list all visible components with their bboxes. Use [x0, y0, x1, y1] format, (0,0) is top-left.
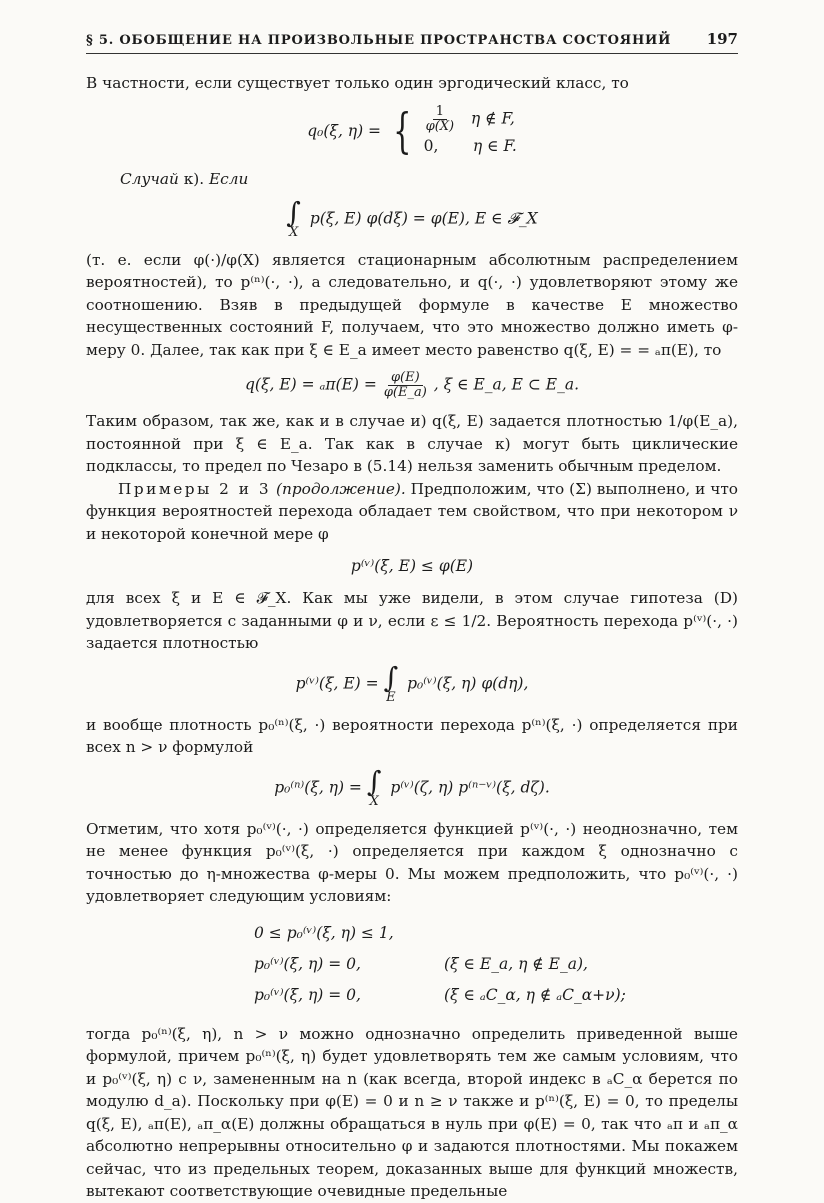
eq3-numerator: φ(E): [388, 371, 423, 386]
paragraph-4: [86, 478, 738, 546]
running-header: [86, 30, 738, 54]
eq4: p⁽ᵛ⁾(ξ, E) ≤ φ(E): [350, 557, 474, 575]
case-if: Если: [208, 169, 249, 188]
equation-density-nu: [86, 660, 738, 705]
equation-density-n: [86, 764, 738, 809]
integral-symbol-x: ∫ X: [366, 764, 382, 809]
eq2-body: p(ξ, E) φ(dξ) = φ(E), E ∈ 𝓕_X: [309, 209, 538, 227]
conditions-block: [254, 918, 738, 1011]
eq1-denominator: φ(X): [425, 118, 455, 134]
condition-3-left: p₀⁽ᵛ⁾(ξ, η) = 0,: [254, 985, 361, 1004]
condition-1: 0 ≤ p₀⁽ᵛ⁾(ξ, η) ≤ 1,: [254, 923, 394, 942]
integral-sub-x: X: [288, 224, 299, 240]
examples-heading: Примеры 2 и 3: [118, 479, 272, 498]
book-page: [86, 30, 738, 1203]
paragraph-7: Отметим, что хотя p₀⁽ᵛ⁾(·, ·) определяется функцией p⁽ᵛ⁾(·, ·) неоднозначно, тем не менее функция p₀⁽ᵛ⁾(ξ, ·) определяется при каждом ξ однозначно с точностью до η-множества φ-меры 0. Мы можем предположить, что p₀⁽ᵛ⁾(·, ·) удовлетворяет следующим условиям:: [86, 819, 738, 905]
condition-2-right: (ξ ∈ E_a, η ∉ E_a),: [444, 954, 588, 973]
condition-2-left: p₀⁽ᵛ⁾(ξ, η) = 0,: [254, 954, 361, 973]
equation-q-density: [86, 371, 738, 400]
eq5-body: p₀⁽ᵛ⁾(ξ, η) φ(dη),: [407, 674, 529, 692]
equation-q0: [86, 105, 738, 158]
eq6-lhs: p₀⁽ⁿ⁾(ξ, η) =: [274, 778, 362, 796]
eq3-lhs: q(ξ, E) = ₐπ(E) =: [244, 375, 377, 394]
integral-symbol: ∫ X: [286, 195, 301, 240]
eq3-fraction: [384, 371, 427, 400]
left-brace-symbol: {: [393, 103, 412, 159]
paragraph-4-text: Предположим, что (Σ) выполнено, и что функция вероятностей перехода обладает тем свойством, что при некотором ν и некоторой конечной мере φ: [86, 479, 738, 543]
case-k-heading: [120, 168, 738, 190]
case-letter: к).: [183, 169, 205, 188]
eq5-lhs: p⁽ᵛ⁾(ξ, E) =: [295, 674, 379, 692]
condition-3-right: (ξ ∈ ₐC_α, η ∉ ₐC_α+ν);: [444, 985, 626, 1004]
eq1-condition-2: η ∈ F.: [472, 136, 517, 155]
paragraph-2: (т. е. если φ(·)/φ(X) является стационарным абсолютным распределением вероятностей), то p⁽ⁿ⁾(·, ·), а следовательно, и q(·, ·) удовлетворяют этому же соотношению. Взяв в предыдущей формуле в качестве E множество несущественных состояний F, получаем, что это множество должно иметь φ-меру 0. Далее, так как при ξ ∈ E_a имеет место равенство q(ξ, E) = = ₐπ(E), то: [86, 250, 738, 359]
eq1-value-2: 0,: [423, 136, 439, 155]
paragraph-3: Таким образом, так же, как и в случае и) q(ξ, E) задается плотностью 1/φ(E_a), постоянной при ξ ∈ E_a. Так как в случае к) могут быть циклические подклассы, то предел по Чезаро в (5.14) нельзя заменить обычным пределом.: [86, 412, 738, 475]
integral-sub-x2: X: [369, 793, 379, 809]
equation-stationary: [86, 195, 738, 240]
eq1-numerator: 1: [433, 105, 447, 120]
integral-sub-e: E: [386, 689, 396, 705]
eq1-lhs: q₀(ξ, η) =: [307, 122, 382, 140]
equation-bound: [86, 555, 738, 577]
paragraph-8: тогда p₀⁽ⁿ⁾(ξ, η), n > ν можно однозначно определить приведенной выше формулой, причем p₀⁽ⁿ⁾(ξ, η) будет удовлетворять тем же самым условиям, что и p₀⁽ᵛ⁾(ξ, η) с ν, замененным на n (как всегда, второй индекс в ₐC_α берется по модулю d_a). Поскольку при φ(E) = 0 и n ≥ ν также и p⁽ⁿ⁾(ξ, E) = 0, то пределы q(ξ, E), ₐπ(E), ₐπ_α(E) должны обращаться в нуль при φ(E) = 0, так что ₐπ и ₐπ_α абсолютно непрерывны относительно φ и задаются плотностями. Мы покажем сейчас, что из предельных теорем, доказанных выше для функций множеств, вытекают соответствующие очевидные предельные: [86, 1024, 738, 1200]
paragraph-5: для всех ξ и E ∈ 𝓕_X. Как мы уже видели, в этом случае гипотеза (D) удовлетворяется с заданными φ и ν, если ε ≤ 1/2. Вероятность перехода p⁽ᵛ⁾(·, ·) задается плотностью: [86, 589, 738, 652]
page-number: 197: [706, 30, 738, 48]
case-label: Случай: [120, 169, 179, 188]
eq6-body: p⁽ᵛ⁾(ζ, η) p⁽ⁿ⁻ᵛ⁾(ξ, dζ).: [390, 778, 550, 796]
eq1-condition-1: η ∉ F,: [470, 109, 515, 127]
integral-symbol-e: ∫ E: [383, 660, 399, 705]
paragraph-6: и вообще плотность p₀⁽ⁿ⁾(ξ, ·) вероятности перехода p⁽ⁿ⁾(ξ, ·) определяется при всех n > ν формулой: [86, 715, 738, 756]
eq3-rhs: , ξ ∈ E_a, E ⊂ E_a.: [433, 375, 580, 394]
examples-continued: (продолжение).: [276, 479, 406, 498]
paragraph-1: В частности, если существует только один эргодический класс, то: [86, 74, 629, 92]
eq1-fraction: [426, 105, 455, 134]
running-title: § 5. ОБОБЩЕНИЕ НА ПРОИЗВОЛЬНЫЕ ПРОСТРАНСТВА СОСТОЯНИЙ: [86, 33, 672, 48]
eq3-denominator: φ(E_a): [383, 385, 427, 400]
